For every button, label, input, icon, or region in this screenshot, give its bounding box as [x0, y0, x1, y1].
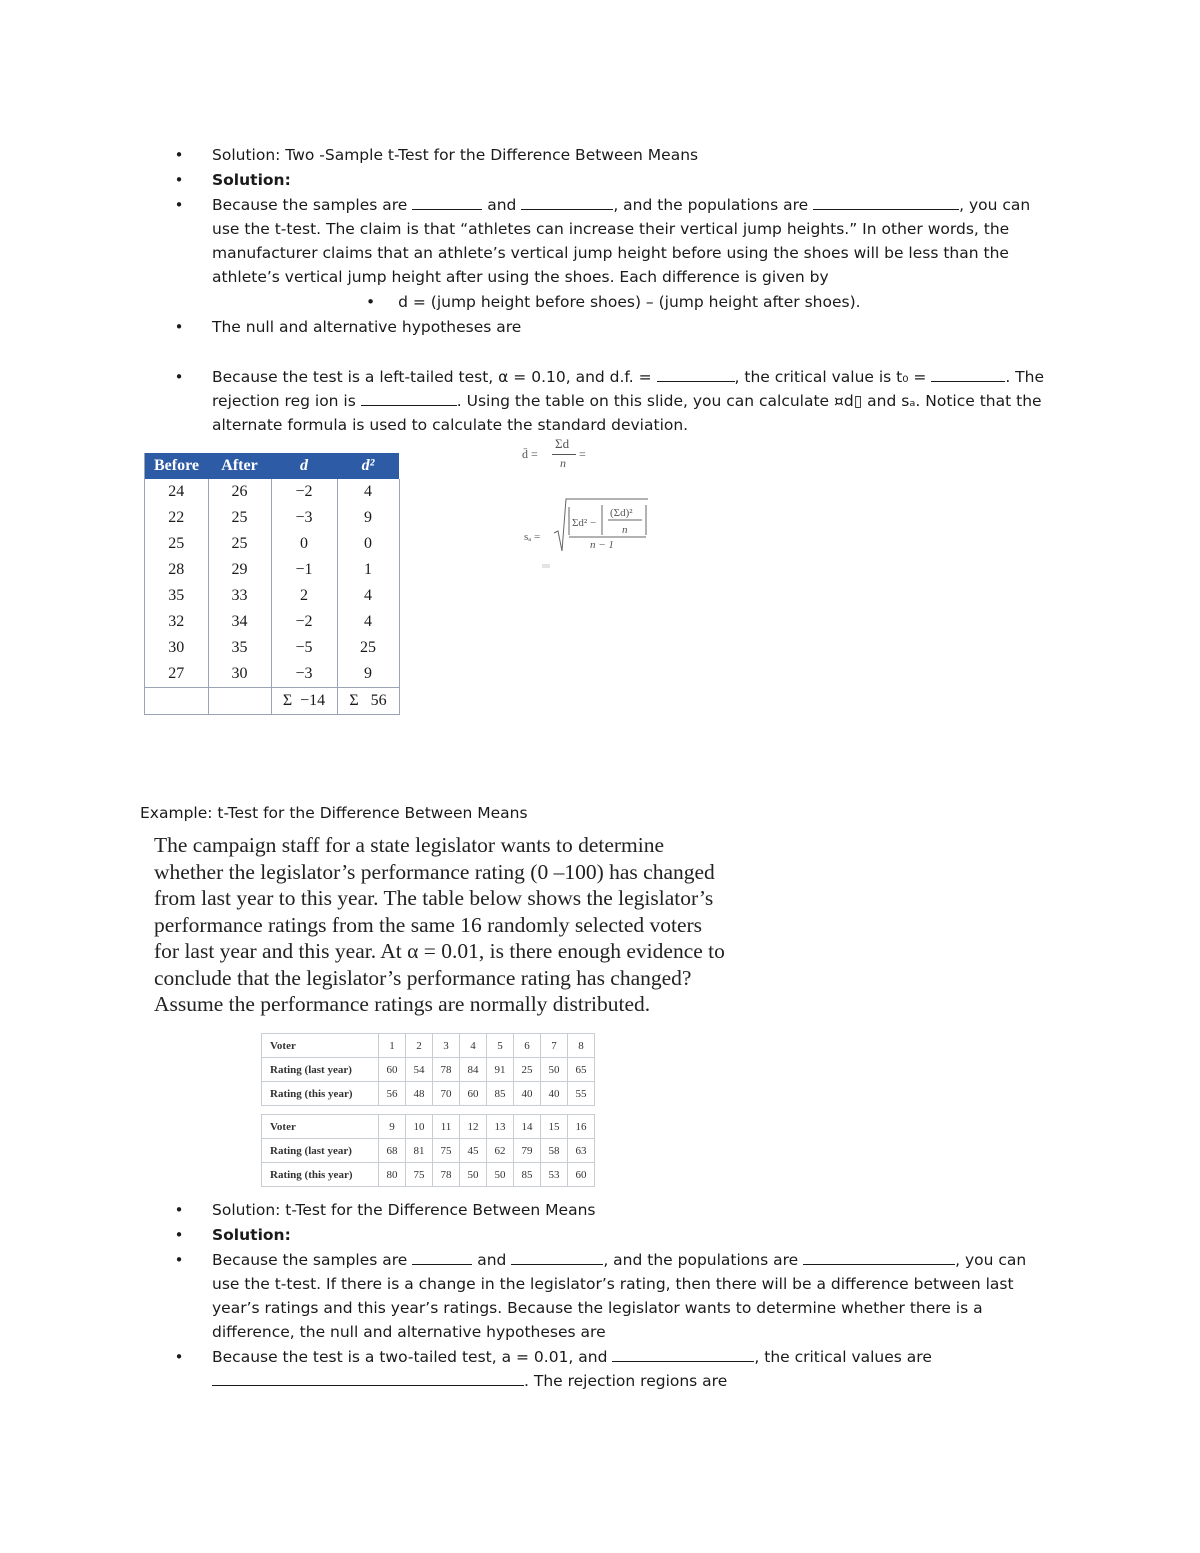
table-row: 28 29 −1 1 — [145, 557, 400, 583]
problem-line: for last year and this year. At α = 0.01, is there enough evidence to — [154, 939, 725, 963]
example-title: Example: t-Test for the Difference Between Means — [140, 804, 528, 822]
paragraph-line-2: use the t-test. The claim is that “athletes can increase their vertical jump heights.” In other words, the — [212, 220, 1010, 238]
paragraph-line-3: manufacturer claims that an athlete’s vertical jump height before using the shoes will be less than the — [212, 244, 1009, 262]
std-dev-formula: sₐ = Σd² − (Σd)² n n − 1 — [522, 495, 652, 565]
decorative-mark — [542, 564, 550, 568]
solution-label: Solution: — [212, 1226, 291, 1244]
table-row: 27 30 −3 9 — [145, 661, 400, 688]
bullet-icon: • — [174, 196, 184, 214]
voter-ratings-table-1 — [261, 1033, 595, 1106]
critical-line-1: Because the test is a left-tailed test, α = 0.10, and d.f. = , the critical value is t₀ = . The — [212, 368, 1045, 386]
sum-d2-cell: Σ 56 — [337, 688, 399, 715]
blank — [412, 1249, 472, 1265]
paragraph-line-4: difference, the null and alternative hypotheses are — [212, 1323, 606, 1341]
bullet-icon: • — [174, 171, 184, 189]
table-row: 25 25 0 0 — [145, 531, 400, 557]
bullet-icon: • — [174, 1348, 184, 1366]
table-row: Rating (this year) 80 75 78 50 50 85 53 60 — [262, 1163, 595, 1187]
blank — [361, 390, 457, 406]
problem-line: performance ratings from the same 16 randomly selected voters — [154, 912, 703, 937]
critical-line-1: Because the test is a two-tailed test, a = 0.01, and , the critical values are — [212, 1348, 932, 1366]
table-row: 24 26 −2 4 — [145, 479, 400, 505]
critical-line-3: alternate formula is used to calculate the standard deviation. — [212, 416, 689, 434]
bullet-icon: • — [174, 368, 184, 386]
blank — [813, 194, 959, 210]
column-header: After — [208, 453, 271, 479]
table-row: Rating (last year) 60 54 78 84 91 25 50 65 — [262, 1058, 595, 1082]
section-heading: Solution: Two -Sample t-Test for the Difference Between Means — [212, 146, 699, 164]
table-row: 30 35 −5 25 — [145, 635, 400, 661]
bullet-icon: • — [174, 1201, 184, 1219]
problem-line: conclude that the legislator’s performance rating has changed? — [154, 965, 692, 990]
table-row: Rating (this year) 56 48 70 60 85 40 40 55 — [262, 1082, 595, 1106]
problem-line: whether the legislator’s performance rating (0 –100) has changed — [154, 859, 715, 884]
problem-line: Assume the performance ratings are normally distributed. — [154, 992, 651, 1016]
fraction-bar — [552, 454, 576, 455]
hypotheses-text: The null and alternative hypotheses are — [212, 318, 522, 336]
paired-data-table — [144, 453, 400, 715]
sum-row — [145, 688, 400, 715]
blank — [521, 194, 613, 210]
table-header-row — [145, 453, 400, 479]
table-row: 22 25 −3 9 — [145, 505, 400, 531]
section-heading: Solution: t-Test for the Difference Between Means — [212, 1201, 596, 1219]
blank — [803, 1249, 955, 1265]
blank — [412, 194, 482, 210]
column-header: d — [271, 453, 337, 479]
table-row: Voter 1 2 3 4 5 6 7 8 — [262, 1034, 595, 1058]
difference-definition: d = (jump height before shoes) – (jump height after shoes). — [398, 293, 861, 311]
table-row: Rating (last year) 68 81 75 45 62 79 58 63 — [262, 1139, 595, 1163]
critical-paragraph — [212, 1345, 1057, 1393]
blank — [511, 1249, 603, 1265]
voter-ratings-table-2 — [261, 1114, 595, 1187]
bullet-icon: • — [174, 1226, 184, 1244]
paragraph — [212, 1248, 1057, 1344]
critical-line-2: . The rejection regions are — [212, 1369, 1057, 1393]
paragraph-line-3: year’s ratings and this year’s ratings. Because the legislator wants to determine whether there is a — [212, 1299, 983, 1317]
bullet-icon: • — [366, 293, 376, 311]
paragraph — [212, 193, 1057, 289]
sum-d-cell: Σ −14 — [271, 688, 337, 715]
table-row: 32 34 −2 4 — [145, 609, 400, 635]
column-header: Before — [145, 453, 209, 479]
blank — [931, 366, 1005, 382]
problem-line: from last year to this year. The table below shows the legislator’s — [154, 886, 714, 910]
blank — [612, 1346, 754, 1362]
blank — [657, 366, 735, 382]
example-problem — [154, 832, 794, 1018]
bullet-icon: • — [174, 146, 184, 164]
column-header: d² — [337, 453, 399, 479]
paragraph-line-1: Because the samples are and , and the populations are , you can — [212, 196, 1031, 214]
paragraph-line-2: use the t-test. If there is a change in the legislator’s rating, then there will be a difference between last — [212, 1275, 1014, 1293]
paragraph-line-1: Because the samples are and , and the populations are , you can — [212, 1251, 1027, 1269]
critical-line-2: rejection reg ion is . Using the table on this slide, you can calculate ¤d▯ and sₐ. Notice that the — [212, 392, 1042, 410]
bullet-icon: • — [174, 318, 184, 336]
problem-line: The campaign staff for a state legislator wants to determine — [154, 833, 665, 857]
table-row: 35 33 2 4 — [145, 583, 400, 609]
bullet-icon: • — [174, 1251, 184, 1269]
table-row: Voter 9 10 11 12 13 14 15 16 — [262, 1115, 595, 1139]
blank — [212, 1370, 524, 1386]
solution-label: Solution: — [212, 171, 291, 189]
critical-paragraph — [212, 365, 1057, 437]
paragraph-line-4: athlete’s vertical jump height after using the shoes. Each difference is given by — [212, 268, 829, 286]
sub-bullet-item — [366, 290, 861, 314]
